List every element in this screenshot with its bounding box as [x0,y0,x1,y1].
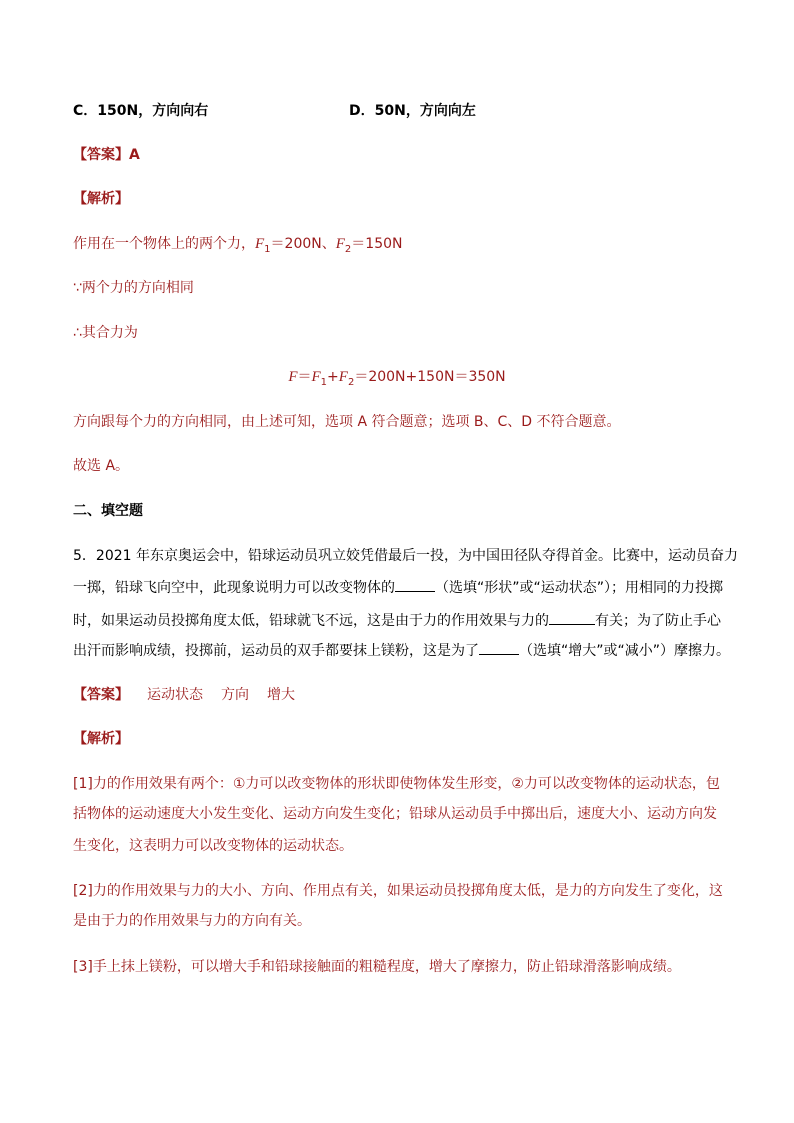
q4-analysis-line-1: 作用在一个物体上的两个力，$F_1=200N$、$F_2=150N$ [73,236,403,255]
answer-label: 【答案】 [73,687,129,703]
q5-analysis-label: 【解析】 [73,731,129,747]
q5-analysis-1-line-2: 括物体的运动速度大小发生变化、运动方向发生变化；铅球从运动员手中掷出后，速度大小、运动方向发 [73,806,717,822]
q5-line-4: 出汗而影响成绩，投掷前，运动员的双手都要抹上镁粉，这是为了 （选填“增大”或“减小”）摩擦力。 [73,643,731,659]
q5-analysis-2-line-1: [2]力的作用效果与力的大小、方向、作用点有关，如果运动员投掷角度太低，是力的方向发生了变化，这 [73,883,723,899]
q5-answer [73,687,723,703]
q4-analysis-line-5: 故选 A。 [73,458,130,474]
q5-analysis-3-line-1: [3]手上抹上镁粉，可以增大手和铅球接触面的粗糙程度，增大了摩擦力，防止铅球滑落影响成绩。 [73,959,681,975]
answer-2: 方向 [221,687,249,703]
q4-analysis-line-2: ∵两个力的方向相同 [73,280,194,296]
blank-3 [479,641,519,655]
blank-2 [549,611,595,625]
blank-1 [395,578,435,592]
q4-analysis-label: 【解析】 [73,191,129,207]
answer-1: 运动状态 [147,687,203,703]
q4-analysis-line-4: 方向跟每个力的方向相同，由上述可知，选项 A 符合题意；选项 B、C、D 不符合题意。 [73,414,621,430]
option-c: C．150N，方向向右 [73,103,209,119]
q4-formula: $F=F_1+F_2=200N+150N=350N$ [288,369,506,388]
option-d: D．50N，方向向左 [349,103,476,119]
q4-options-row [73,103,723,119]
q4-answer [73,147,723,163]
q5-analysis-1-line-3: 生变化，这表明力可以改变物体的运动状态。 [73,838,353,854]
answer-label: 【答案】 [73,147,129,163]
q5-analysis-2-line-2: 是由于力的作用效果与力的方向有关。 [73,913,311,929]
q5-line-3: 时，如果运动员投掷角度太低，铅球就飞不远，这是由于力的作用效果与力的 有关；为了防止手心 [73,613,721,629]
q5-line-1: 5．2021 年东京奥运会中，铅球运动员巩立姣凭借最后一投，为中国田径队夺得首金。比赛中，运动员奋力 [73,548,738,564]
section-title: 二、填空题 [73,503,143,519]
answer-value: A [129,147,140,163]
answer-3: 增大 [267,687,295,703]
q5-line-2: 一掷，铅球飞向空中，此现象说明力可以改变物体的 （选填“形状”或“运动状态”）；用相同的力投掷 [73,580,724,596]
q5-analysis-1-line-1: [1]力的作用效果有两个：①力可以改变物体的形状即使物体发生形变，②力可以改变物体的运动状态，包 [73,776,720,792]
q4-analysis-line-3: ∴其合力为 [73,325,138,341]
